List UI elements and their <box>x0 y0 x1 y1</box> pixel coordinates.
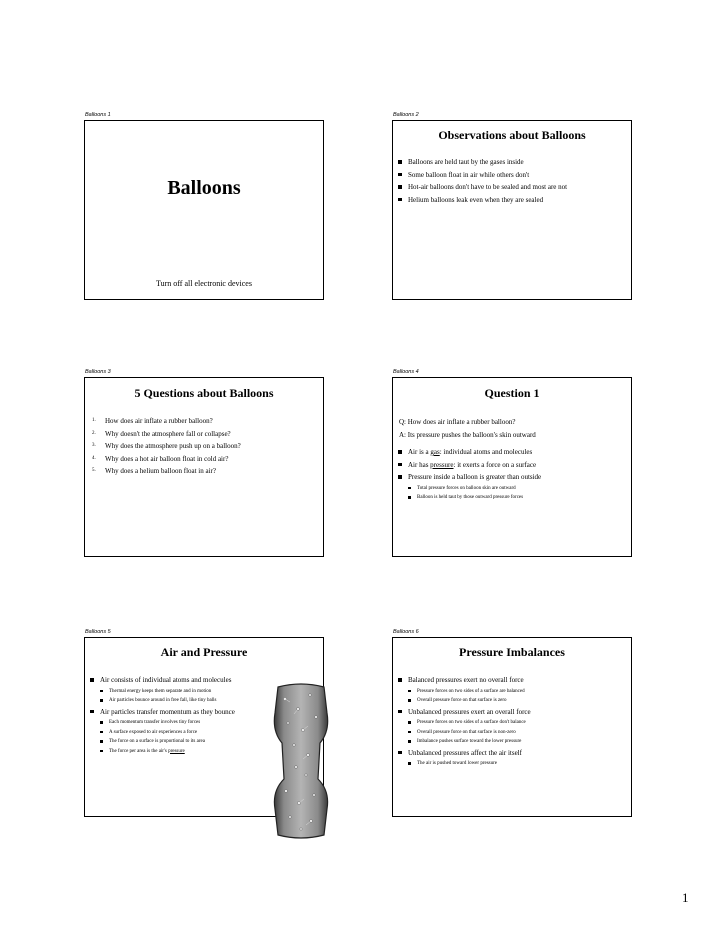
list-item: Unbalanced pressures affect the air itself <box>395 747 531 760</box>
slide-title: Question 1 <box>484 386 540 400</box>
sub-list-item: The force per area is the air's pressure <box>87 747 235 757</box>
sub-list-item: The force on a surface is proportional to its area <box>87 737 235 747</box>
slide-2 <box>392 112 632 300</box>
sub-list-item: Overall pressure force on that surface is zero <box>395 696 531 706</box>
list-item <box>92 453 241 466</box>
question-text: Q: How does air inflate a rubber balloon? <box>399 418 516 426</box>
sub-list-item: Air particles bounce around in free fall, like tiny balls <box>87 696 235 706</box>
bullet-list <box>87 674 235 756</box>
list-number: 2. <box>92 430 96 436</box>
slide-label: Balloons 6 <box>393 629 419 635</box>
slide-6 <box>392 629 632 817</box>
sub-list-item: The air is pushed toward lower pressure <box>395 759 531 769</box>
list-item <box>92 440 241 453</box>
list-item: Air consists of individual atoms and molecules <box>87 674 235 687</box>
slide-4 <box>392 369 632 557</box>
slide-label: Balloons 3 <box>85 369 111 375</box>
sub-list-item: Pressure forces on two sides of a surface are balanced <box>395 687 531 697</box>
answer-text: A: Its pressure pushes the balloon's skin outward <box>399 431 536 439</box>
slide-subtitle: Turn off all electronic devices <box>156 279 252 288</box>
list-item <box>92 428 241 441</box>
bullet-list <box>395 156 567 206</box>
numbered-list <box>92 415 241 478</box>
slide-title: Air and Pressure <box>160 645 248 659</box>
list-number: 4. <box>92 455 96 461</box>
list-number: 1. <box>92 418 96 423</box>
list-text: Why does a helium balloon float in air? <box>105 467 216 475</box>
slide-label: Balloons 4 <box>393 369 419 375</box>
sub-list-item: Balloon is held taut by those outward pressure forces <box>395 493 541 503</box>
page-number: 1 <box>682 890 689 905</box>
slide-1 <box>84 112 324 300</box>
slide-label: Balloons 2 <box>393 112 419 118</box>
list-item: Pressure inside a balloon is greater than outside <box>395 471 541 484</box>
list-item: Air is a gas: individual atoms and molecules <box>395 446 541 459</box>
sub-list-item: Thermal energy keeps them separate and in motion <box>87 687 235 697</box>
list-item: Helium balloons leak even when they are sealed <box>395 194 567 207</box>
slide-title: Pressure Imbalances <box>459 645 565 659</box>
list-item: Unbalanced pressures exert an overall force <box>395 706 531 719</box>
slide-title: Observations about Balloons <box>438 128 586 142</box>
list-text: Why doesn't the atmosphere fall or collapse? <box>105 429 231 438</box>
sub-list-item: Pressure forces on two sides of a surface don't balance <box>395 718 531 728</box>
slide-title: 5 Questions about Balloons <box>134 386 274 400</box>
slide-3 <box>84 369 324 557</box>
slide-label: Balloons 5 <box>85 629 111 635</box>
list-text: Why does a hot air balloon float in cold air? <box>105 454 229 463</box>
sub-list-item: Total pressure forces on balloon skin are outward <box>395 484 541 494</box>
slide-title: Balloons <box>167 177 241 199</box>
list-number: 5. <box>92 468 96 473</box>
sub-list-item: A surface exposed to air experiences a force <box>87 728 235 738</box>
list-item: Air has pressure: it exerts a force on a surface <box>395 459 541 472</box>
list-number: 3. <box>92 443 96 448</box>
sub-list-item: Imbalance pushes surface toward the lower pressure <box>395 737 531 747</box>
list-item: Hot-air balloons don't have to be sealed and most are not <box>395 181 567 194</box>
list-item <box>92 465 241 478</box>
bullet-list <box>395 446 541 503</box>
pressure-cylinder-illustration <box>270 683 332 839</box>
list-item <box>92 415 241 428</box>
list-text: Why does the atmosphere push up on a balloon? <box>105 442 241 450</box>
bullet-list <box>395 674 531 769</box>
list-item: Some balloon float in air while others don't <box>395 169 567 182</box>
slide-label: Balloons 1 <box>85 112 111 118</box>
list-item: Balanced pressures exert no overall force <box>395 674 531 687</box>
sub-list-item: Overall pressure force on that surface is non-zero <box>395 728 531 738</box>
sub-list-item: Each momentum transfer involves tiny forces <box>87 718 235 728</box>
list-item: Air particles transfer momentum as they bounce <box>87 706 235 719</box>
list-text: How does air inflate a rubber balloon? <box>105 417 213 425</box>
list-item: Balloons are held taut by the gases inside <box>395 156 567 169</box>
